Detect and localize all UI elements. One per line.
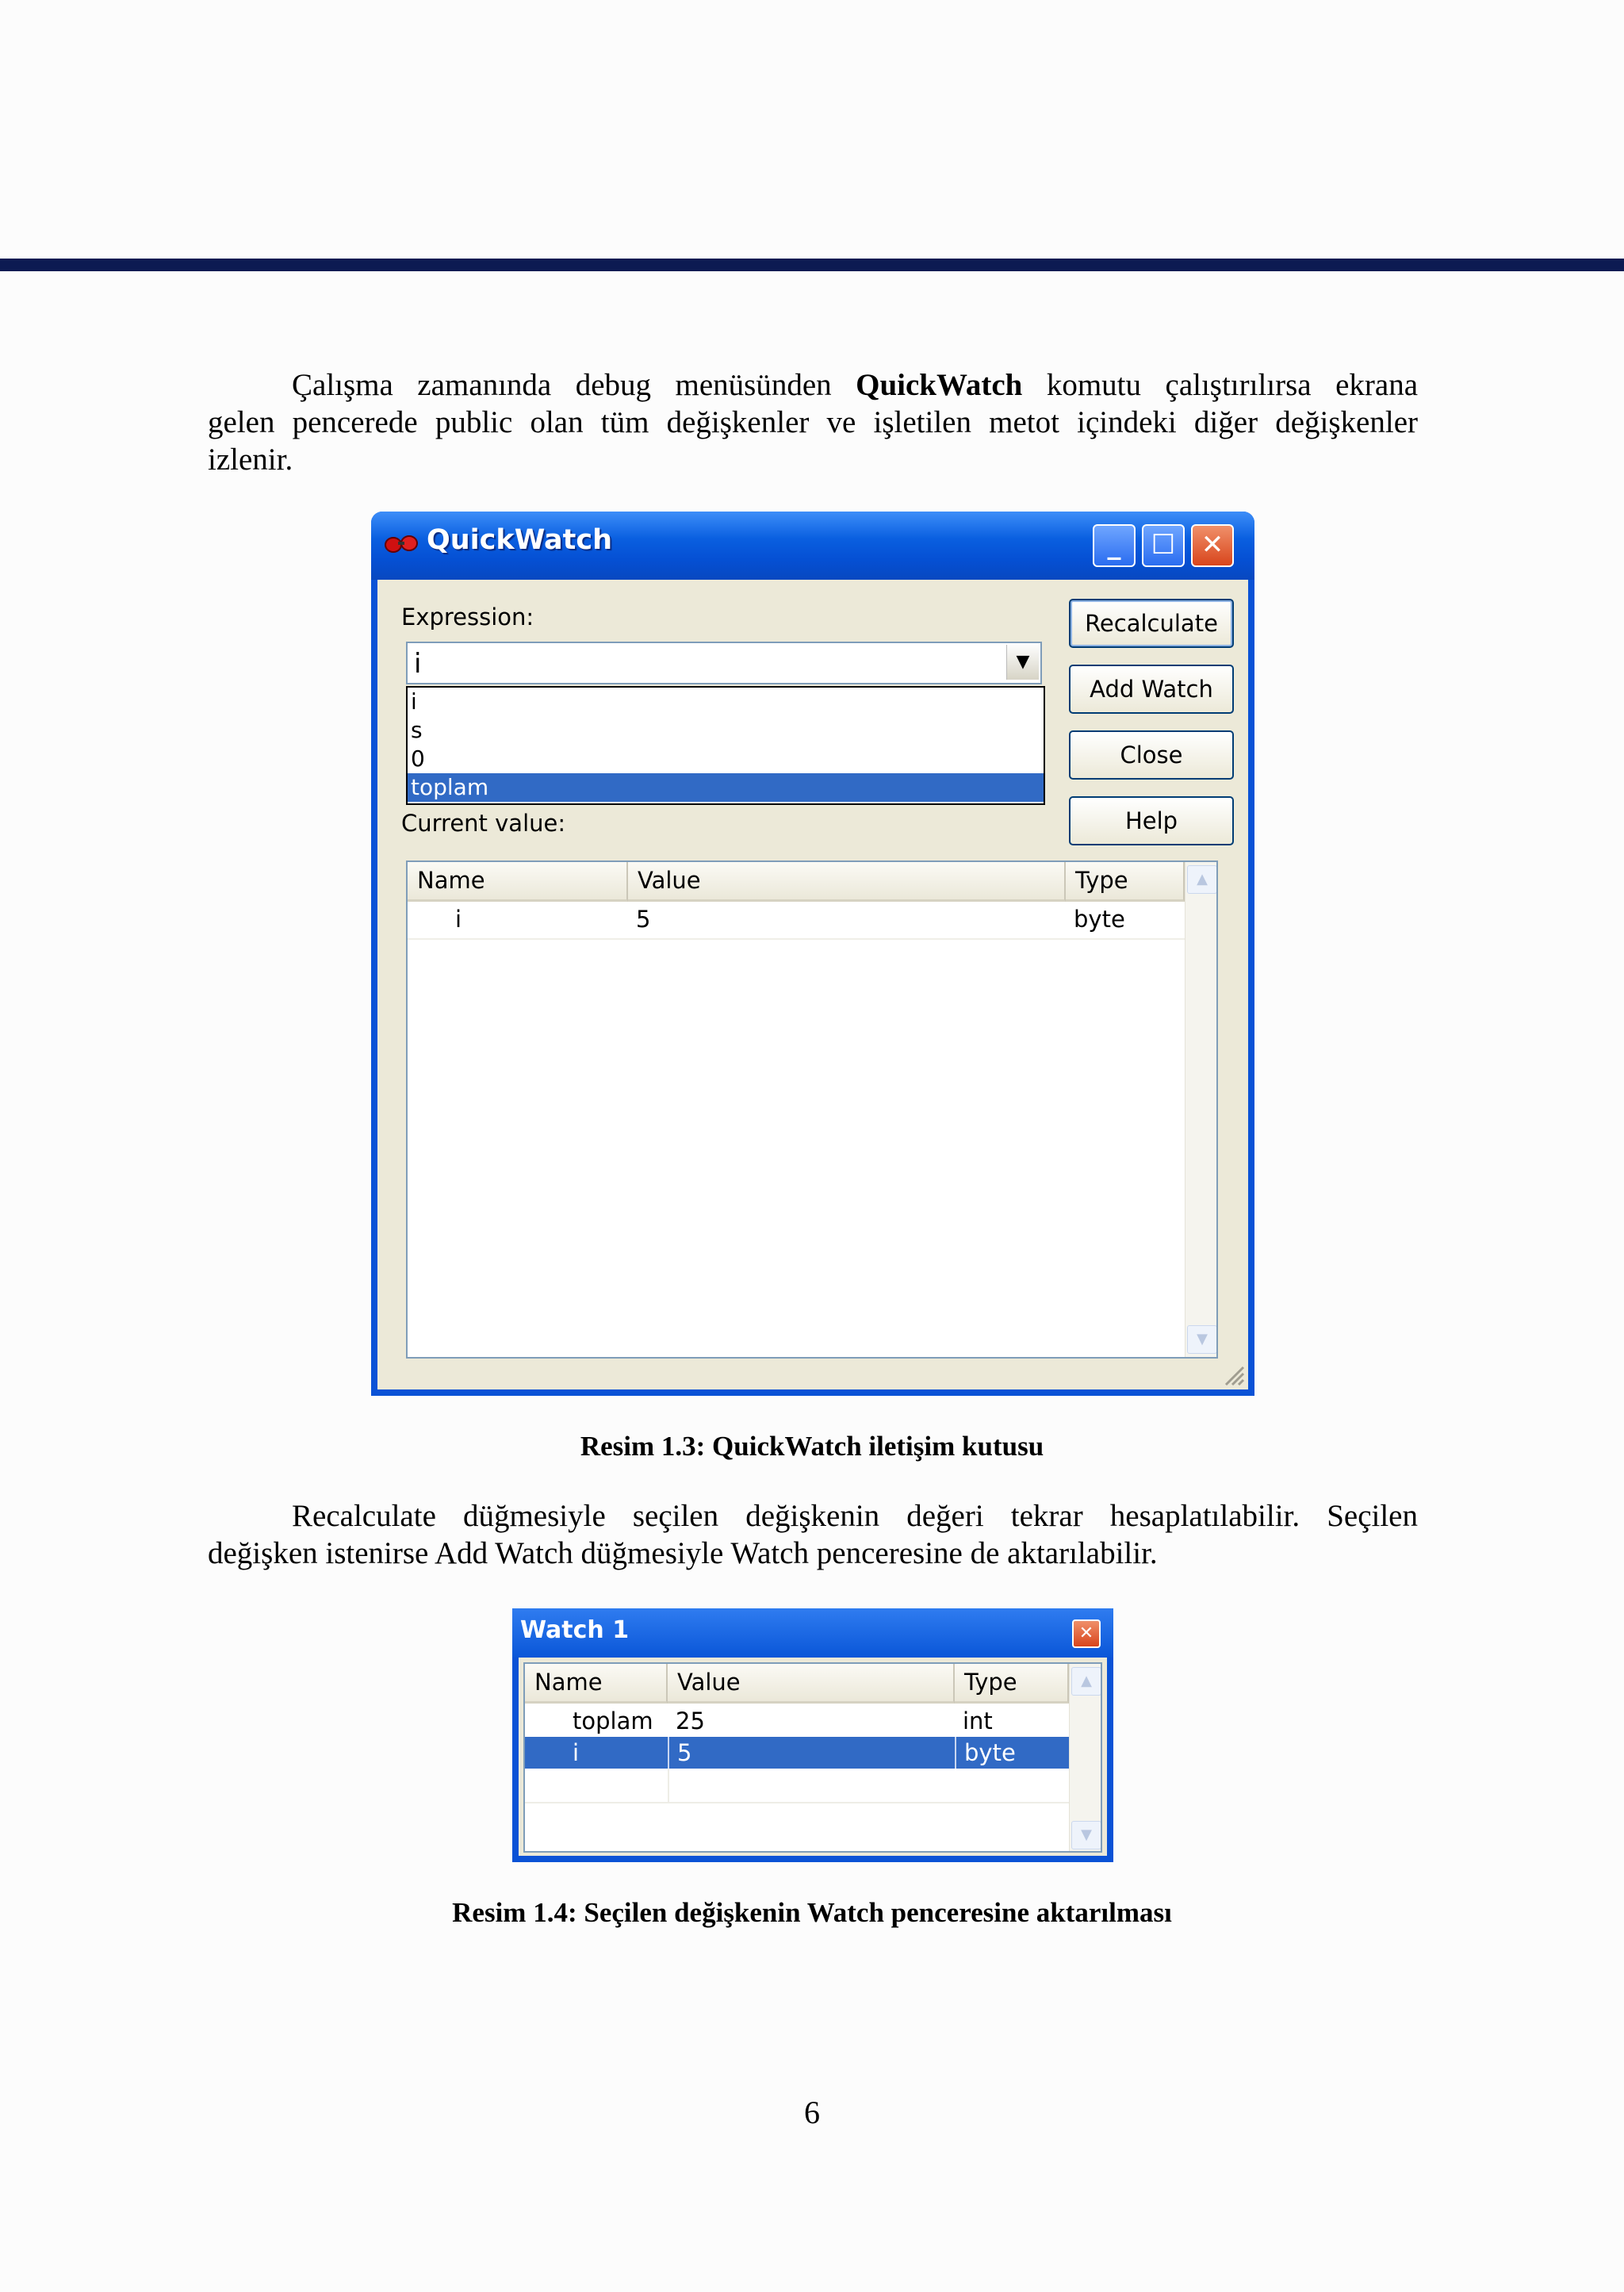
table-row[interactable] — [525, 1704, 1069, 1737]
close-window-button[interactable] — [1191, 524, 1234, 567]
scroll-up-icon[interactable]: ▲ — [1187, 865, 1217, 894]
watch-titlebar[interactable] — [512, 1608, 1113, 1658]
empty-row[interactable] — [525, 1769, 1069, 1803]
second-line-1: Recalculate düğmesiyle seçilen değişkenin değeri tekrar hesaplatılabilir. Seçilen — [292, 1499, 1418, 1533]
scroll-up-icon[interactable]: ▲ — [1071, 1667, 1101, 1696]
watch-client — [519, 1658, 1107, 1856]
column-header-name[interactable]: Name — [408, 862, 628, 902]
intro-text-a: Çalışma zamanında debug menüsünden — [292, 368, 832, 402]
watch-variable-list[interactable] — [523, 1662, 1102, 1853]
scroll-down-icon[interactable]: ▼ — [1187, 1325, 1217, 1354]
figure-caption-2: Resim 1.4: Seçilen değişkenin Watch penceresine aktarılması — [452, 1897, 1172, 1928]
row-name-cell[interactable]: i — [455, 906, 462, 933]
expression-input[interactable]: i — [414, 648, 422, 680]
column-divider — [668, 1769, 669, 1803]
recalculate-button[interactable]: Recalculate — [1069, 599, 1234, 648]
second-paragraph — [208, 1497, 1418, 1572]
close-button[interactable]: Close — [1069, 730, 1234, 780]
maximize-button[interactable] — [1142, 524, 1185, 567]
figure-caption-1: Resim 1.3: QuickWatch iletişim kutusu — [580, 1431, 1044, 1462]
maximize-icon: ☐ — [1151, 529, 1176, 561]
row-name-cell: toplam — [573, 1708, 653, 1734]
row-value-cell: 25 — [676, 1708, 705, 1734]
row-value-cell: 5 — [668, 1737, 955, 1769]
glasses-icon — [384, 534, 420, 554]
intro-paragraph — [208, 366, 1418, 478]
watch-close-button[interactable] — [1072, 1619, 1101, 1648]
expression-label: Expression: — [401, 604, 534, 630]
intro-line-3: izlenir. — [208, 443, 293, 477]
help-button[interactable]: Help — [1069, 796, 1234, 845]
close-icon: ✕ — [1201, 529, 1224, 561]
intro-line-1 — [208, 366, 1418, 404]
intro-bold-quickwatch: QuickWatch — [856, 368, 1023, 402]
column-header-value[interactable]: Value — [668, 1664, 955, 1704]
page-number: 6 — [804, 2095, 820, 2130]
column-header-type[interactable]: Type — [1066, 862, 1185, 902]
column-header-name[interactable]: Name — [525, 1664, 668, 1704]
dropdown-item[interactable]: i — [411, 688, 417, 715]
quickwatch-client — [377, 580, 1248, 1389]
table-row-selected[interactable] — [525, 1737, 1069, 1769]
row-type-cell: byte — [955, 1737, 1069, 1769]
row-value-cell[interactable]: 5 — [636, 906, 651, 933]
intro-text-b: komutu çalıştırılırsa ekrana — [1046, 368, 1419, 402]
dropdown-item-selected[interactable]: toplam — [408, 773, 1044, 802]
quickwatch-variable-list[interactable] — [406, 860, 1218, 1359]
row-type-cell[interactable]: byte — [1074, 906, 1125, 933]
column-header-type[interactable]: Type — [955, 1664, 1069, 1704]
header-rule — [0, 259, 1624, 271]
intro-line-2: gelen pencerede public olan tüm değişkenler ve işletilen metot içindeki diğer değişkenler — [208, 405, 1418, 439]
dropdown-item[interactable]: 0 — [411, 745, 425, 772]
dropdown-item[interactable]: s — [411, 717, 423, 743]
chevron-down-icon[interactable]: ▼ — [1006, 645, 1039, 680]
quickwatch-window — [371, 512, 1254, 1396]
minimize-button[interactable] — [1093, 524, 1136, 567]
vertical-scrollbar[interactable] — [1185, 862, 1218, 1359]
row-divider — [408, 938, 1185, 940]
minimize-icon: _ — [1107, 529, 1121, 561]
resize-grip-icon[interactable] — [1221, 1363, 1245, 1386]
second-line-2: değişken istenirse Add Watch düğmesiyle Watch penceresine de aktarılabilir. — [208, 1536, 1158, 1570]
close-icon: ✕ — [1078, 1623, 1094, 1643]
watch-title: Watch 1 — [520, 1616, 630, 1644]
current-value-label: Current value: — [401, 810, 566, 837]
scroll-down-icon[interactable]: ▼ — [1071, 1821, 1101, 1849]
expression-dropdown-list[interactable] — [406, 686, 1045, 805]
quickwatch-title: QuickWatch — [427, 524, 613, 556]
row-name-cell: i — [573, 1739, 580, 1766]
quickwatch-titlebar[interactable] — [371, 512, 1254, 580]
vertical-scrollbar[interactable] — [1069, 1664, 1102, 1853]
add-watch-button[interactable]: Add Watch — [1069, 665, 1234, 714]
column-header-value[interactable]: Value — [628, 862, 1066, 902]
watch-window — [512, 1608, 1113, 1862]
row-type-cell: int — [963, 1708, 993, 1734]
expression-combo[interactable] — [406, 642, 1042, 684]
